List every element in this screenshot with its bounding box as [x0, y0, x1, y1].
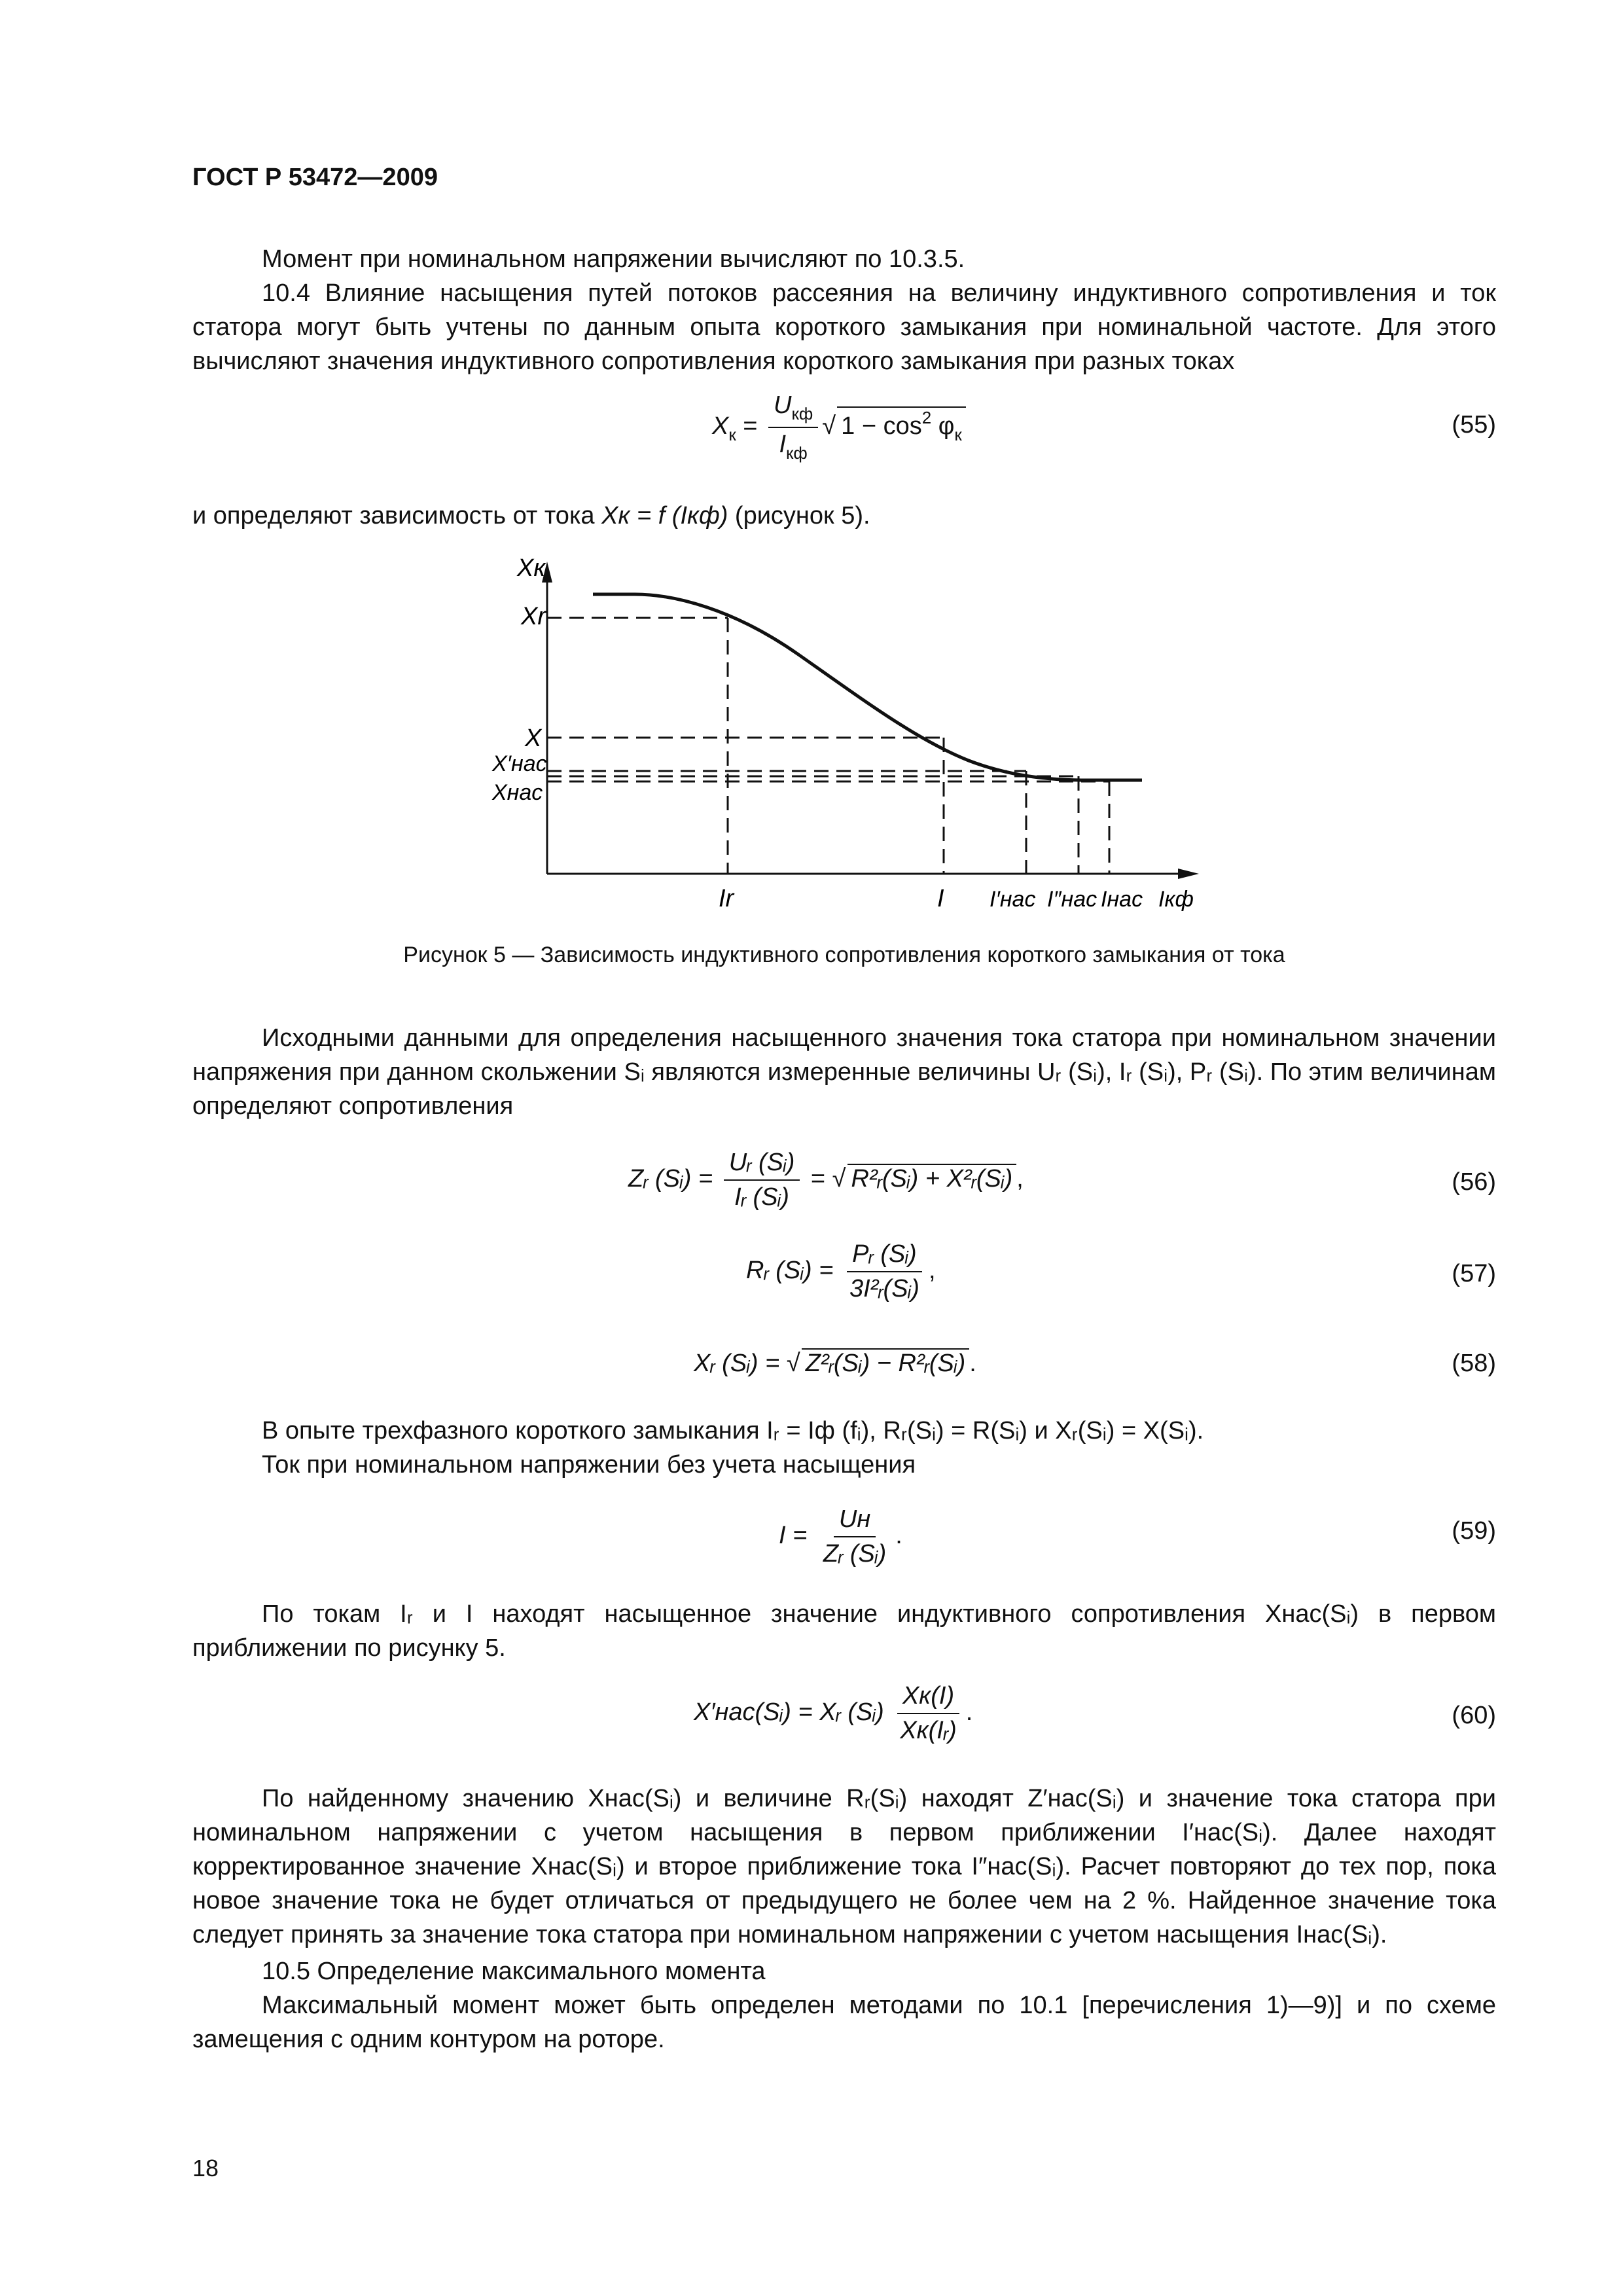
eq56-lhs: Zᵣ (Sᵢ) = [628, 1165, 713, 1193]
eq55-phi-sub: к [954, 425, 962, 445]
paragraph-initial-data: Исходными данными для определения насыщенного значения тока статора при номинальном значении напряжения при данном скольжении Sᵢ являются измеренные величины Uᵣ (Sᵢ), Iᵣ (Sᵢ), Pᵣ (Sᵢ). По этим величинам определяют сопротивления [192, 1024, 1496, 1120]
eq60-den: Xк(Iᵣ) [900, 1717, 957, 1744]
x-label-inas: Iнас [1101, 887, 1143, 912]
dependence-ref: (рисунок 5). [734, 502, 870, 529]
paragraph-current: Ток при номинальном напряжении без учета насыщения [262, 1451, 916, 1479]
equation-number-59: (59) [1452, 1517, 1496, 1545]
eq55-phi: φ [938, 412, 955, 440]
xk-curve [593, 594, 1142, 780]
equation-number-58: (58) [1452, 1350, 1496, 1377]
eq55-root-sup: 2 [921, 408, 932, 428]
equation-59: I = $\frac{Uн}{\text{Zᵣ (Sᵢ)}}$ . [779, 1505, 902, 1568]
x-label-i: I [937, 885, 944, 912]
dependence-formula: Xк = f (Iкф) [601, 502, 728, 529]
equation-60: X′нас(Sᵢ) = Xᵣ (Sᵢ) $\frac{Xк(I)}{\text{Xк(Iᵣ)}}$ . [694, 1682, 973, 1744]
y-label-x: X [525, 725, 542, 752]
eq59-den: Zᵣ (Sᵢ) [823, 1540, 887, 1568]
figure-5-caption: Рисунок 5 — Зависимость индуктивного сопротивления короткого замыкания от тока [403, 942, 1285, 967]
x-label-inas-prime: I′нас [990, 887, 1036, 912]
eq60-num: Xк(I) [897, 1682, 959, 1714]
paragraph-moment: Момент при номинальном напряжении вычисляют по 10.3.5. [262, 245, 965, 273]
equation-55: $X_к$ = $\frac{U_{кф}}{I_{кф}}$ √ $1 - \cos^2 \varphi_к$ [712, 391, 966, 463]
y-label-xnas-prime: X′нас [492, 751, 547, 776]
x-axis-label: Iкф [1158, 887, 1194, 912]
eq55-root: 1 − cos [841, 412, 922, 440]
dependence-text: и определяют зависимость от тока [192, 502, 595, 529]
eq55-den-sub: кф [786, 443, 808, 463]
paragraph-saturation: По токам Iᵣ и I находят насыщенное значение индуктивного сопротивления Xнас(Sᵢ) в первом приближении по рисунку 5. [192, 1600, 1496, 1662]
equation-56: Zᵣ (Sᵢ) = $\frac{\text{Uᵣ (Sᵢ)}}{\text{Iᵣ (Sᵢ)}}$ = √ R²ᵣ(Sᵢ) + X²ᵣ(Sᵢ) , [628, 1149, 1024, 1211]
equation-number-60: (60) [1452, 1702, 1496, 1729]
paragraph-short-circuit: В опыте трехфазного короткого замыкания Iᵣ = Iф (fᵢ), Rᵣ(Sᵢ) = R(Sᵢ) и Xᵣ(Sᵢ) = X(Sᵢ). [262, 1417, 1204, 1444]
equation-57: Rᵣ (Sᵢ) = $\frac{\text{Pᵣ (Sᵢ)}}{\text{3I²ᵣ(Sᵢ)}}$ , [746, 1240, 936, 1302]
eq55-lhs: X [712, 412, 729, 440]
eq55-den: I [779, 431, 787, 458]
x-axis-arrow [1178, 869, 1199, 879]
eq60-lhs: X′нас(Sᵢ) = Xᵣ (Sᵢ) [694, 1698, 884, 1727]
x-label-ir: Ir [719, 885, 734, 912]
equation-number-57: (57) [1452, 1260, 1496, 1287]
y-label-xr: Xr [521, 603, 546, 630]
paragraph-iteration: По найденному значению Xнас(Sᵢ) и величине Rᵣ(Sᵢ) находят Z′нас(Sᵢ) и значение тока статора при номинальном напряжении с учетом насыщения в первом приближении I′нас(Sᵢ). Далее находят корректированное значение Xнас(Sᵢ) и второе приближение тока I″нас(Sᵢ). Расчет повторяют до тех пор, пока новое значение тока не будет отличаться от предыдущего не более чем на 2 %. Найденное значение тока следует принять за значение тока статора при номинальном напряжении с учетом насыщения Iнас(Sᵢ). [192, 1785, 1496, 1948]
equation-number-56: (56) [1452, 1168, 1496, 1196]
paragraph-10-5: 10.5 Определение максимального момента [262, 1958, 766, 1985]
paragraph-10-4: 10.4 Влияние насыщения путей потоков рассеяния на величину индуктивного сопротивления и ток статора могут быть учтены по данным опыта короткого замыкания при номинальной частоте. Для этого вычисляют значения индуктивного сопротивления короткого замыкания при разных токах [192, 279, 1496, 375]
equation-58: Xᵣ (Sᵢ) = √ Z²ᵣ(Sᵢ) − R²ᵣ(Sᵢ) . [694, 1350, 976, 1377]
eq57-num: Pᵣ (Sᵢ) [847, 1240, 922, 1272]
equation-number-55: (55) [1452, 411, 1496, 439]
eq57-lhs: Rᵣ (Sᵢ) = [746, 1257, 834, 1285]
eq57-den: 3I²ᵣ(Sᵢ) [849, 1275, 919, 1302]
eq55-lhs-sub: к [728, 425, 736, 445]
y-axis-label: Xк [517, 554, 546, 582]
page-number: 18 [192, 2155, 219, 2181]
eq59-lhs: I = [779, 1522, 808, 1550]
eq56-den: Iᵣ (Sᵢ) [734, 1183, 789, 1211]
x-label-inas-double-prime: I″нас [1047, 887, 1097, 912]
eq56-num: Uᵣ (Sᵢ) [724, 1149, 800, 1181]
document-header: ГОСТ Р 53472—2009 [192, 164, 438, 191]
paragraph-max-moment: Максимальный момент может быть определен методами по 10.1 [перечисления 1)—9)] и по схеме замещения с одним контуром на роторе. [192, 1992, 1496, 2053]
figure-5-chart [458, 550, 1243, 916]
eq59-num: Uн [834, 1505, 876, 1537]
paragraph-dependence [192, 499, 870, 533]
eq58-root: Z²ᵣ(Sᵢ) − R²ᵣ(Sᵢ) [802, 1348, 970, 1378]
eq55-num: U [774, 391, 792, 419]
eq55-num-sub: кф [791, 404, 813, 423]
eq58-lhs: Xᵣ (Sᵢ) = [694, 1350, 780, 1377]
eq56-root: R²ᵣ(Sᵢ) + X²ᵣ(Sᵢ) [847, 1164, 1017, 1193]
y-label-xnas: Xнас [492, 780, 543, 805]
